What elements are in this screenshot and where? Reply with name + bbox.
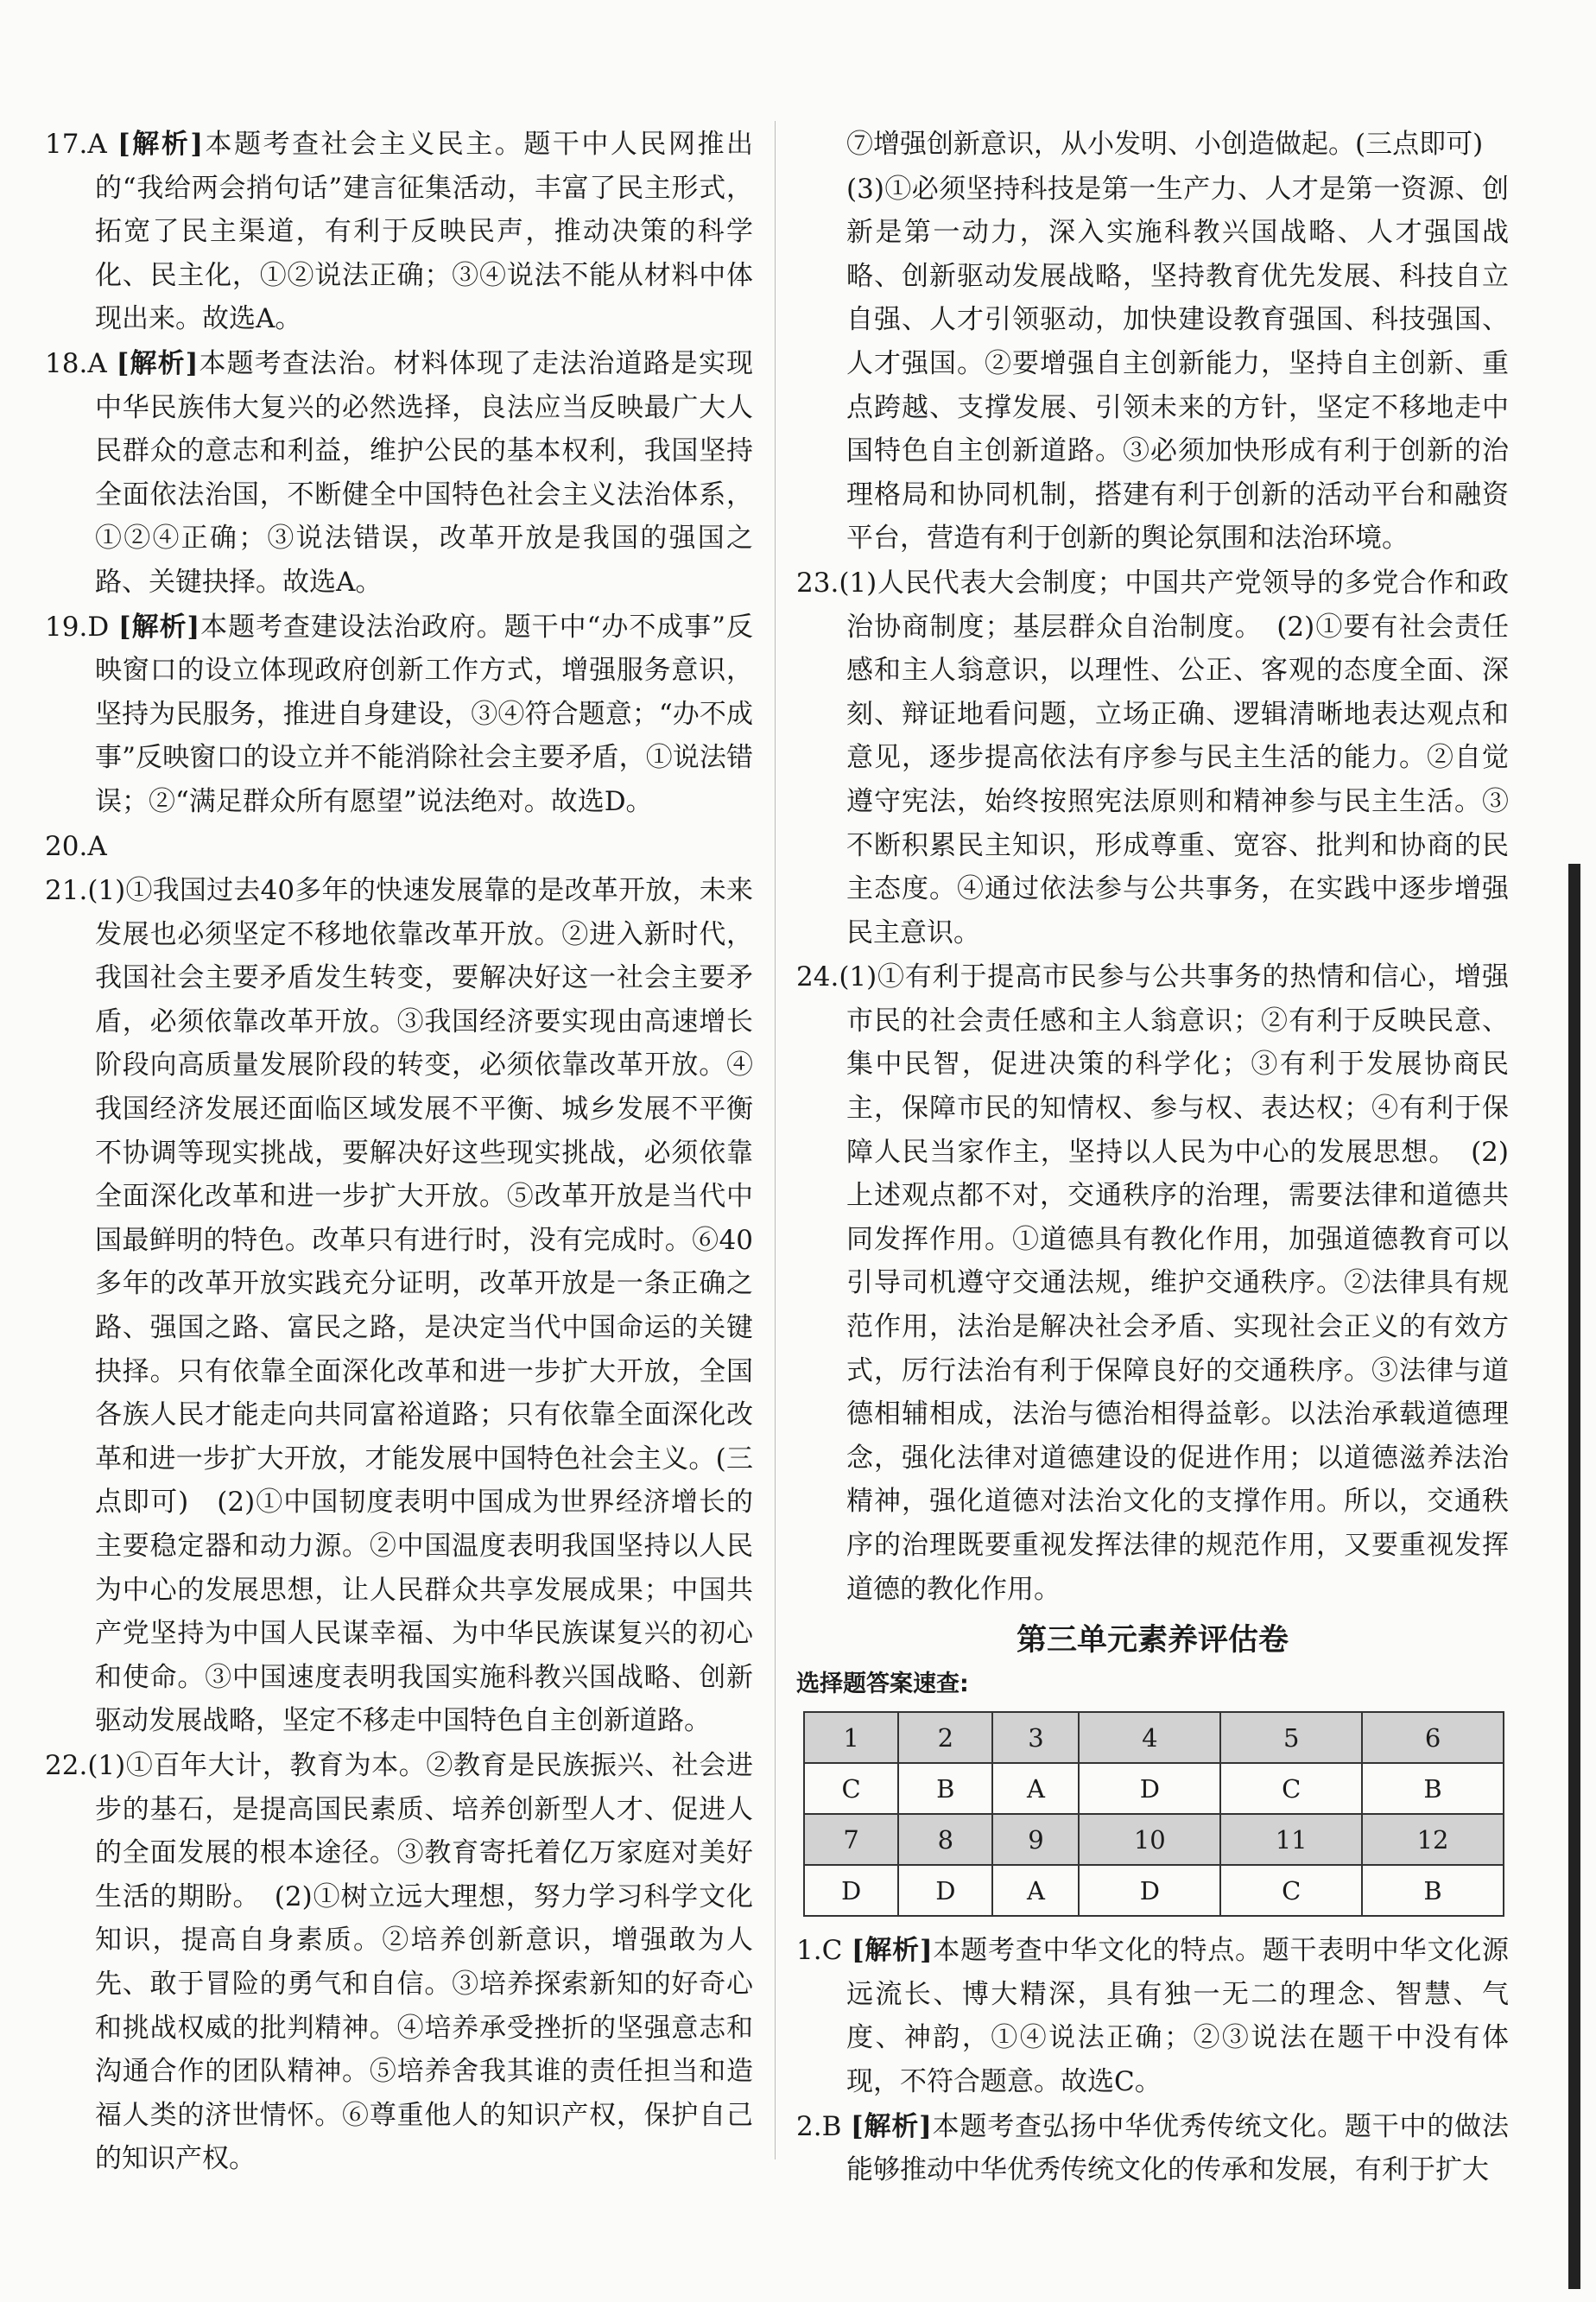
answer-cell: D [1079, 1763, 1220, 1814]
section-answers [796, 1929, 1509, 2192]
item-answer: A [87, 830, 107, 862]
question-number-cell: 3 [992, 1712, 1079, 1763]
analysis-tag: [解析] [851, 1935, 933, 1967]
answer-cell: C [1220, 1763, 1362, 1814]
quick-check-label: 选择题答案速查: [796, 1671, 969, 1698]
item-number: 20. [45, 830, 88, 862]
question-number-cell: 5 [1220, 1712, 1362, 1763]
table-number-row [804, 1712, 1504, 1763]
question-number-cell: 8 [898, 1814, 992, 1865]
question-number-cell: 12 [1362, 1814, 1504, 1865]
item-number: 17. [45, 129, 88, 160]
answer-cell: B [1362, 1763, 1504, 1814]
page-edge-shadow [1568, 864, 1580, 2289]
analysis-tag: [解析] [116, 347, 199, 379]
answer-cell: C [1220, 1865, 1362, 1916]
item-number: 18. [45, 347, 88, 379]
item-text: 本题考查中华文化的特点。题干表明中华文化源远流长、博大精深，具有独一无二的理念、智慧、气度、神韵，①④说法正确；②③说法在题干中没有体现，不符合题意。故选C。 [846, 1935, 1510, 2097]
answer-item [796, 2105, 1509, 2192]
analysis-tag: [解析] [117, 129, 204, 160]
answer-cell: A [992, 1865, 1079, 1916]
item-text: 本题考查建设法治政府。题干中“办不成事”反映窗口的设立体现政府创新工作方式，增强服务意识，坚持为民服务，推进自身建设，③④符合题意；“办不成事”反映窗口的设立并不能消除社会主要矛盾，①说法错误；②“满足群众所有愿望”说法绝对。故选D。 [95, 611, 753, 817]
question-number-cell: 6 [1362, 1712, 1504, 1763]
item-number: 19. [45, 611, 88, 643]
item-answer: B [821, 2110, 842, 2142]
question-number-cell: 4 [1079, 1712, 1220, 1763]
answer-table [803, 1711, 1504, 1917]
item-text: 本题考查社会主义民主。题干中人民网推出的“我给两会捎句话”建言征集活动，丰富了民主形式，拓宽了民主渠道，有利于反映民声，推动决策的科学化、民主化，①②说法正确；③④说法不能从材料中体现出来。故选A。 [95, 129, 754, 335]
table-answer-row [804, 1763, 1504, 1814]
item-text: 本题考查弘扬中华优秀传统文化。题干中的做法能够推动中华优秀传统文化的传承和发展，有利于扩大 [846, 2110, 1509, 2186]
answer-cell: B [898, 1763, 992, 1814]
answer-cell: A [992, 1763, 1079, 1814]
item-number: 22. [45, 1749, 88, 1781]
question-number-cell: 9 [992, 1814, 1079, 1865]
answer-cell: D [804, 1865, 898, 1916]
answer-item [45, 342, 753, 605]
answer-continuation: (3)①必须坚持科技是第一生产力、人才是第一资源、创新是第一动力，深入实施科教兴国战略、人才强国战略、创新驱动发展战略，坚持教育优先发展、科技自立自强、人才引领驱动，加快建设教育强国、科技强国、人才强国。②要增强自主创新能力，坚持自主创新、重点跨越、支撑发展、引领未来的方针，坚定不移地走中国特色自主创新道路。③必须加快形成有利于创新的治理格局和协同机制，搭建有利于创新的活动平台和融资平台，营造有利于创新的舆论氛围和法治环境。 [846, 173, 1509, 555]
item-text: (1)①有利于提高市民参与公共事务的热情和信心，增强市民的社会责任感和主人翁意识；②有利于反映民意、集中民智，促进决策的科学化；③有利于发展协商民主，保障市民的知情权、参与权、表达权；④有利于保障人民当家作主，坚持以人民为中心的发展思想。 (2)上述观点都不对，交通秩序的治理，需要法律和道德共同发挥作用。①道德具有教化作用，加强道德教育可以引导司机遵守交通法规，维护交通秩序。②法律具有规范作用，法治是解决社会矛盾、实现社会正义的有效方式，厉行法治有利于保障良好的交通秩序。③法律与道德相辅相成，法治与德治相得益彰。以法治承载道德理念，强化法律对道德建设的促进作用；以道德滋养法治精神，强化道德对法治文化的支撑作用。所以，交通秩序的治理既要重视发挥法律的规范作用，又要重视发挥道德的教化作用。 [839, 961, 1509, 1605]
table-number-row [804, 1814, 1504, 1865]
analysis-tag: [解析] [117, 611, 200, 643]
answer-item [45, 825, 753, 869]
item-text: (1)人民代表大会制度；中国共产党领导的多党合作和政治协商制度；基层群众自治制度。 (2)①要有社会责任感和主人翁意识，以理性、公正、客观的态度全面、深刻、辩证地看问题，立场正确、逻辑清晰地表达观点和意见，逐步提高依法有序参与民主生活的能力。②自觉遵守宪法，始终按照宪法原则和精神参与民主生活。③不断积累民主知识，形成尊重、宽容、批判和协商的民主态度。④通过依法参与公共事务，在实践中逐步增强民主意识。 [839, 567, 1509, 948]
item-text: (1)①百年大计，教育为本。②教育是民族振兴、社会进步的基石，是提高国民素质、培养创新型人才、促进人的全面发展的根本途径。③教育寄托着亿万家庭对美好生活的期盼。 (2)①树立远大理想，努力学习科学文化知识，提高自身素质。②培养创新意识，增强敢为人先、敢于冒险的勇气和自信。③培养探索新知的好奇心和挑战权威的批判精神。④培养承受挫折的坚强意志和沟通合作的团队精神。⑤培养舍我其谁的责任担当和造福人类的济世情怀。⑥尊重他人的知识产权，保护自己的知识产权。 [87, 1749, 753, 2175]
answer-item [45, 606, 753, 824]
answer-item [796, 561, 1509, 954]
right-column-answers [796, 123, 1509, 1611]
question-number-cell: 11 [1220, 1814, 1362, 1865]
answer-item [796, 955, 1509, 1611]
answer-continuation: ⑦增强创新意识，从小发明、小创造做起。(三点即可) [846, 129, 1484, 160]
left-column [45, 123, 753, 2182]
answer-item [45, 1744, 753, 2181]
question-number-cell: 10 [1079, 1814, 1220, 1865]
section-title: 第三单元素养评估卷 [1016, 1623, 1289, 1658]
item-number: 2. [796, 2110, 822, 2142]
table-answer-row [804, 1865, 1504, 1916]
answer-cell: B [1362, 1865, 1504, 1916]
answer-item [45, 869, 753, 1743]
item-text: (1)①我国过去40多年的快速发展靠的是改革开放，未来发展也必须坚定不移地依靠改革开放。②进入新时代，我国社会主要矛盾发生转变，要解决好这一社会主要矛盾，必须依靠改革开放。③我国经济要实现由高速增长阶段向高质量发展阶段的转变，必须依靠改革开放。④我国经济发展还面临区域发展不平衡、城乡发展不平衡不协调等现实挑战，要解决好这些现实挑战，必须依靠全面深化改革和进一步扩大开放。⑤改革开放是当代中国最鲜明的特色。改革只有进行时，没有完成时。⑥40多年的改革开放实践充分证明，改革开放是一条正确之路、强国之路、富民之路，是决定当代中国命运的关键抉择。只有依靠全面深化改革和进一步扩大开放，全国各族人民才能走向共同富裕道路；只有依靠全面深化改革和进一步扩大开放，才能发展中国特色社会主义。(三点即可) (2)①中国韧度表明中国成为世界经济增长的主要稳定器和动力源。②中国温度表明我国坚持以人民为中心的发展思想，让人民群众共享发展成果；中国共产党坚持为中国人民谋幸福、为中华民族谋复兴的初心和使命。③中国速度表明我国实施科教兴国战略、创新驱动发展战略，坚定不移走中国特色自主创新道路。 [87, 875, 753, 1737]
answer-item [45, 123, 753, 341]
item-answer: A [87, 347, 107, 379]
item-number: 23. [796, 567, 839, 599]
item-number: 21. [45, 875, 88, 907]
answer-cell: C [804, 1763, 898, 1814]
right-column [796, 123, 1509, 2193]
question-number-cell: 2 [898, 1712, 992, 1763]
item-answer: D [87, 611, 110, 643]
question-number-cell: 7 [804, 1814, 898, 1865]
column-divider [775, 121, 776, 2159]
item-answer: C [821, 1935, 843, 1967]
analysis-tag: [解析] [851, 2110, 932, 2142]
item-number: 24. [796, 961, 839, 993]
answer-cell: D [1079, 1865, 1220, 1916]
item-answer: A [87, 129, 107, 160]
answer-cell: D [898, 1865, 992, 1916]
item-text: 本题考查法治。材料体现了走法治道路是实现中华民族伟大复兴的必然选择，良法应当反映最广大人民群众的意志和利益，维护公民的基本权利，我国坚持全面依法治国，不断健全中国特色社会主义法治体系，①②④正确；③说法错误，改革开放是我国的强国之路、关键抉择。故选A。 [95, 347, 753, 598]
item-number: 1. [796, 1935, 822, 1967]
answer-item [796, 1929, 1509, 2103]
question-number-cell: 1 [804, 1712, 898, 1763]
